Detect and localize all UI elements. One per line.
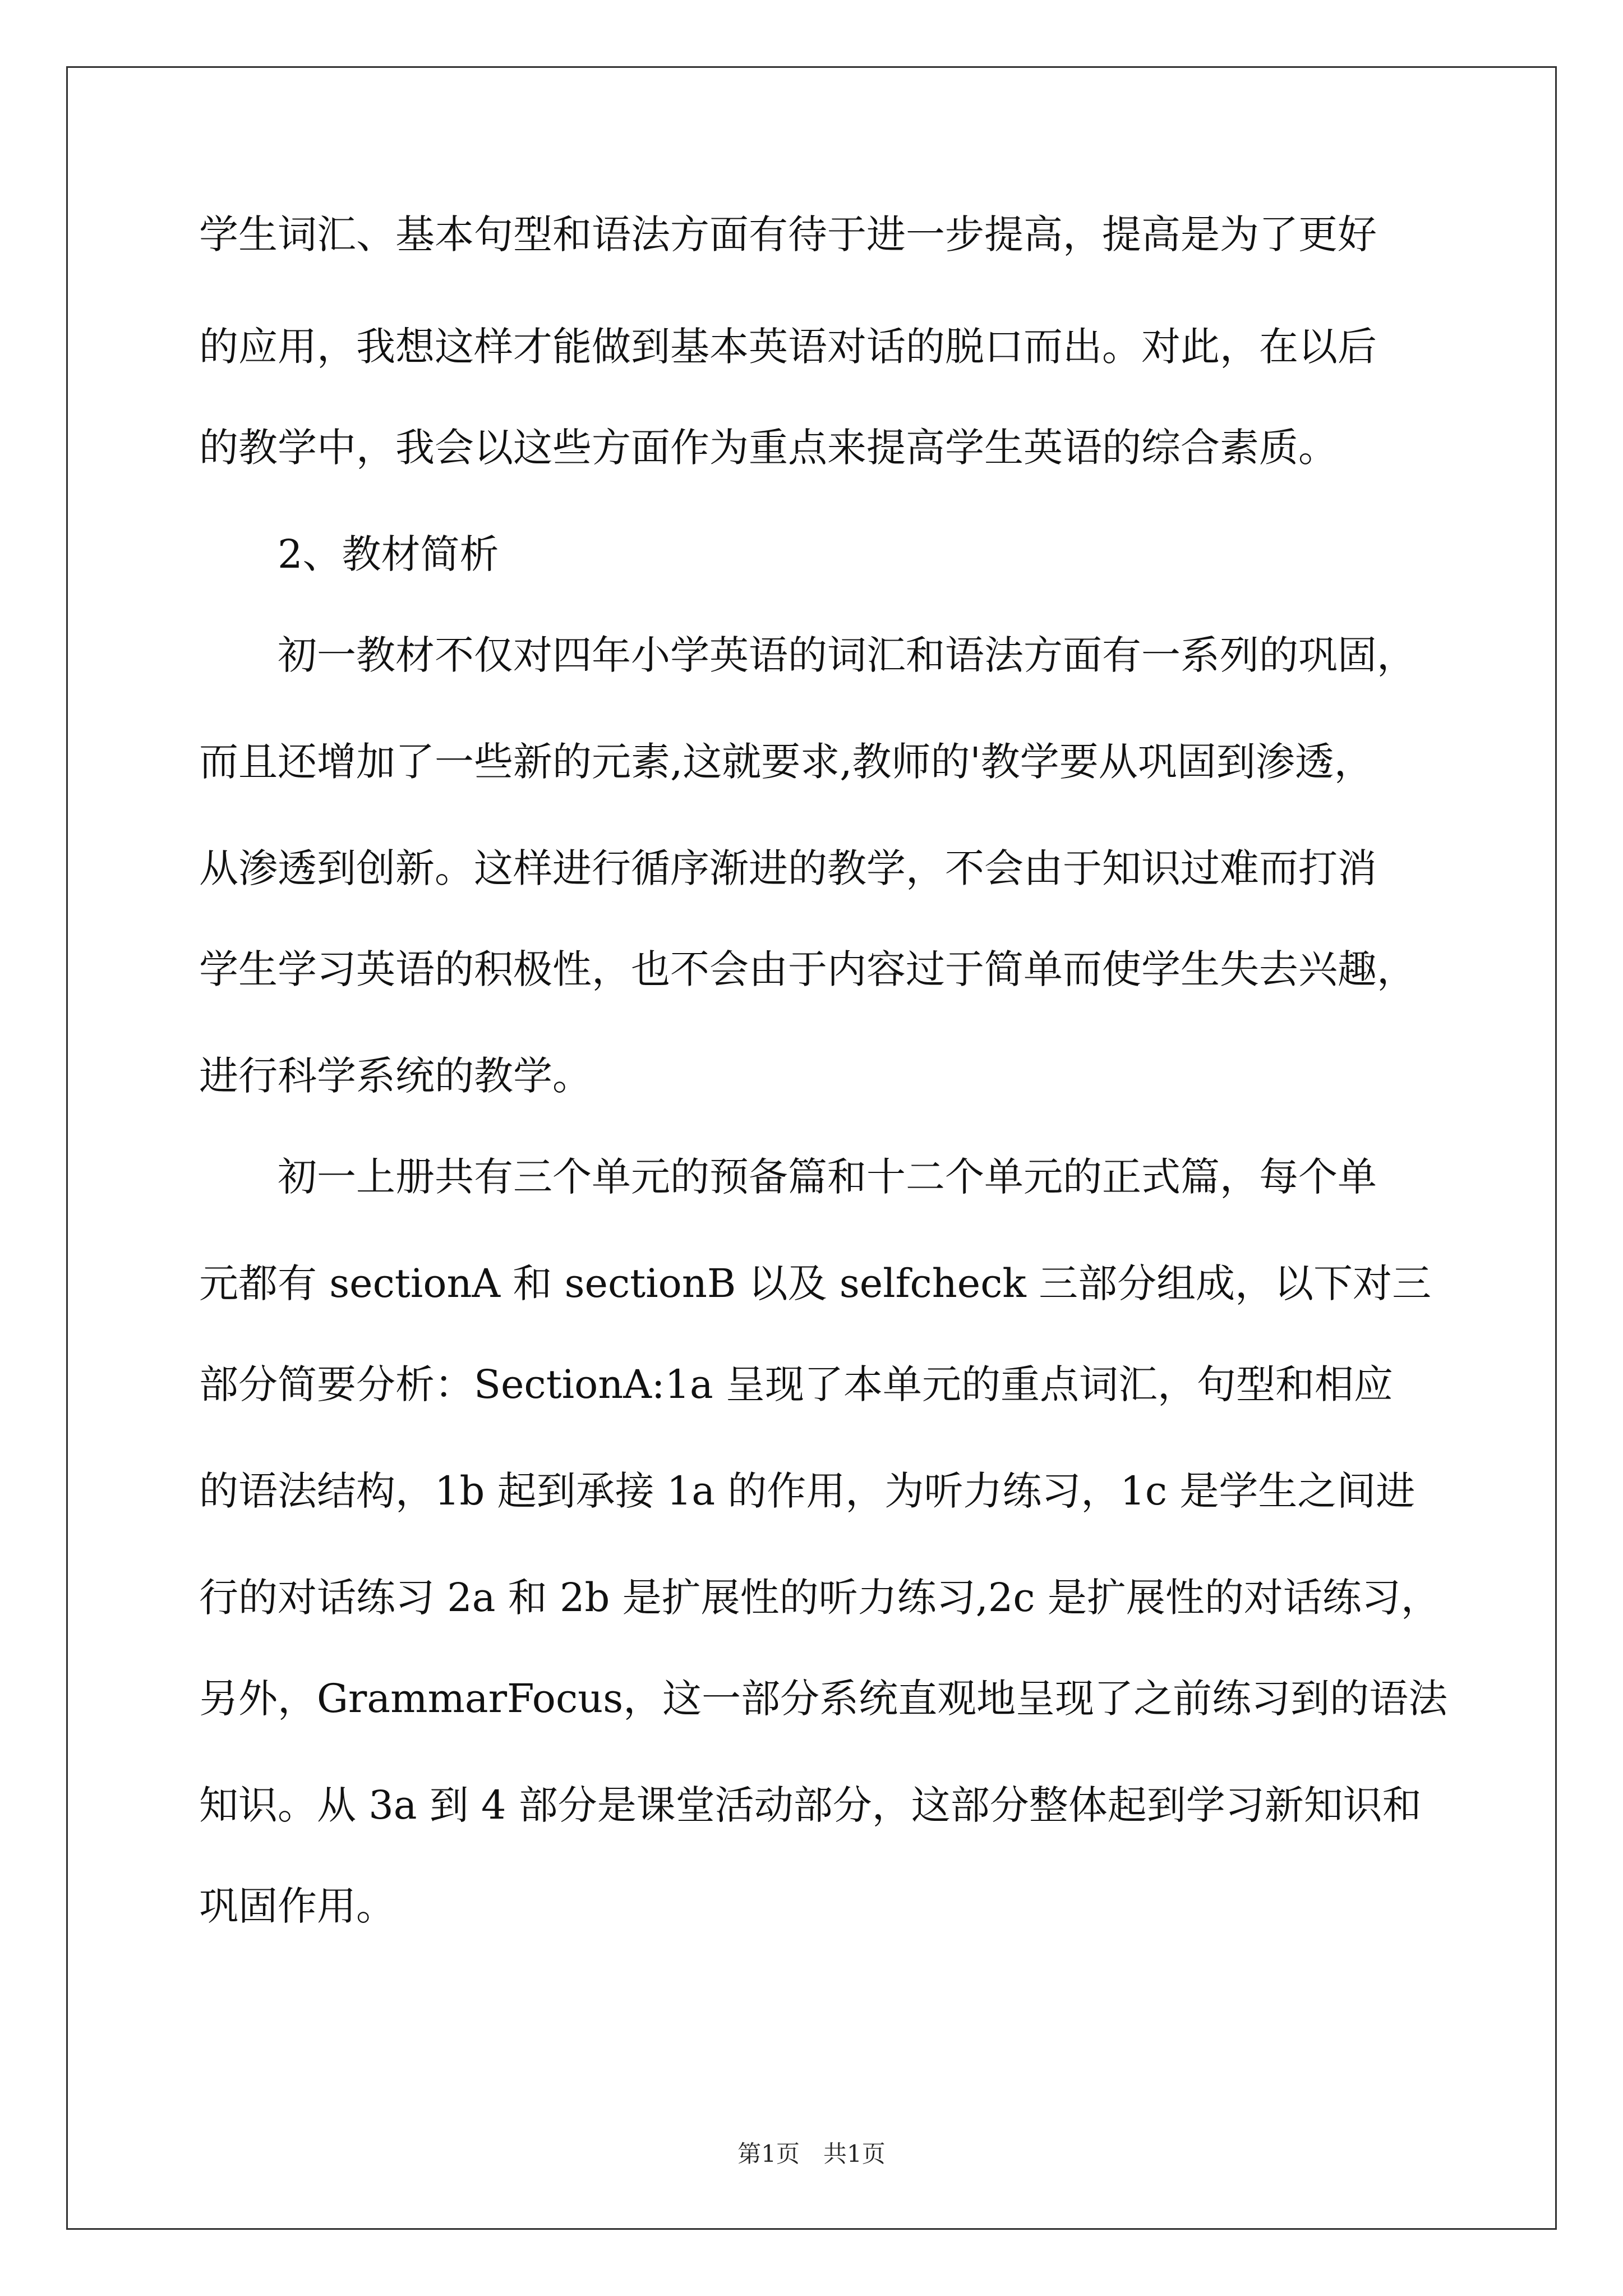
text-line-1: 学生词汇、基本句型和语法方面有待于进一步提高，提高是为了更好 (199, 211, 1377, 257)
text-line-7: 从渗透到创新。这样进行循序渐进的教学，不会由于知识过难而打消 (199, 845, 1377, 891)
page-number-footer: 第1页 共1页 (737, 2140, 886, 2168)
text-line-9: 进行科学系统的教学。 (199, 1053, 592, 1099)
section-heading: 2、教材简析 (199, 531, 499, 577)
text-line-12: 部分简要分析：SectionA:1a 呈现了本单元的重点词汇，句型和相应 (199, 1361, 1393, 1407)
text-line-2: 的应用，我想这样才能做到基本英语对话的脱口而出。对此，在以后 (199, 324, 1377, 370)
text-line-10: 初一上册共有三个单元的预备篇和十二个单元的正式篇，每个单 (199, 1154, 1377, 1200)
text-line-14: 行的对话练习 2a 和 2b 是扩展性的听力练习,2c 是扩展性的对话练习， (199, 1575, 1440, 1621)
text-line-6: 而且还增加了一些新的元素,这就要求,教师的'教学要从巩固到渗透， (199, 739, 1373, 785)
text-line-11: 元都有 sectionA 和 sectionB 以及 selfcheck 三部分组成，以下对三 (199, 1260, 1432, 1306)
text-line-13: 的语法结构，1b 起到承接 1a 的作用，为听力练习，1c 是学生之间进 (199, 1468, 1415, 1514)
text-line-3: 的教学中，我会以这些方面作为重点来提高学生英语的综合素质。 (199, 425, 1338, 471)
text-line-17: 巩固作用。 (199, 1883, 395, 1929)
text-line-15: 另外，GrammarFocus，这一部分系统直观地呈现了之前练习到的语法 (199, 1676, 1448, 1722)
text-line-5: 初一教材不仅对四年小学英语的词汇和语法方面有一系列的巩固， (199, 632, 1416, 678)
text-line-8: 学生学习英语的积极性，也不会由于内容过于简单而使学生失去兴趣， (199, 946, 1416, 992)
text-line-16: 知识。从 3a 到 4 部分是课堂活动部分，这部分整体起到学习新知识和 (199, 1782, 1422, 1828)
